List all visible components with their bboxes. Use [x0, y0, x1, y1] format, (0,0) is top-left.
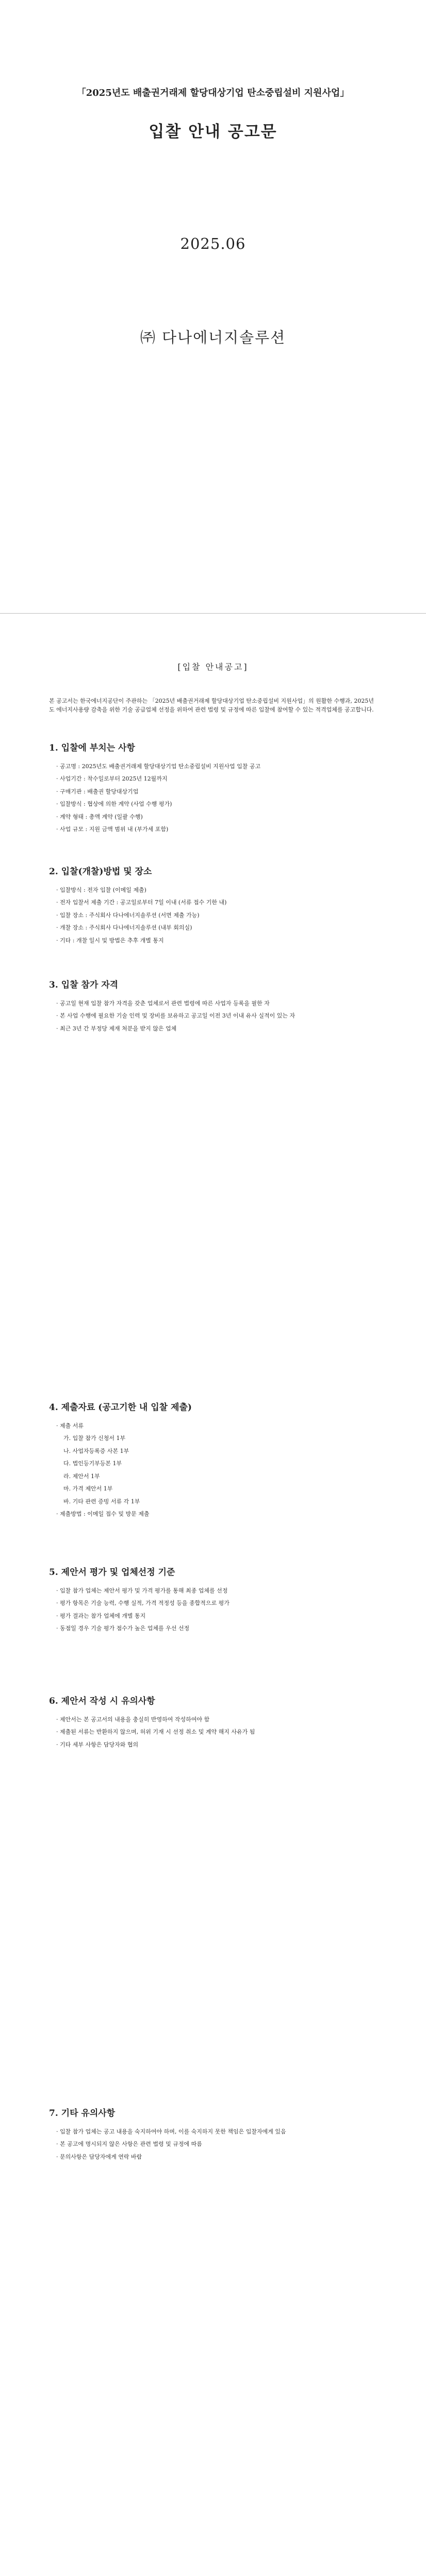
list-item: · 최근 3년 간 부정당 제재 처분을 받지 않은 업체 — [56, 1025, 177, 1032]
list-item: 바. 기타 관련 증빙 서류 각 1부 — [63, 1498, 140, 1505]
list-item: · 평가 항목은 기술 능력, 수행 실적, 가격 적정성 등을 종합적으로 평가 — [56, 1600, 230, 1606]
list-item: 다. 법인등기부등본 1부 — [63, 1460, 122, 1467]
section-6-title: 6. 제안서 작성 시 유의사항 — [49, 1696, 155, 1706]
list-item: 마. 가격 제안서 1부 — [63, 1485, 113, 1492]
list-item: · 본 공고에 명시되지 않은 사항은 관련 법령 및 규정에 따름 — [56, 2141, 202, 2147]
notice-intro: 본 공고서는 한국에너지공단이 주관하는 「2025년 배출권거래제 할당대상기업 탄소중립설비 지원사업」의 원활한 수행과, 2025년도 에너지사용량 감축을 위한 기술 공급업체 선정을 위하여 관련 법령 및 규정에 따른 입찰에 참여할 수 있는 적격업체를 공고합니다. — [49, 698, 374, 714]
list-item: · 입찰 참가 업체는 공고 내용을 숙지하여야 하며, 이를 숙지하지 못한 책임은 입찰자에게 있음 — [56, 2128, 286, 2135]
section-4-title: 4. 제출자료 (공고기한 내 입찰 제출) — [49, 1402, 192, 1413]
list-item: · 구매기관 : 배출권 할당대상기업 — [56, 788, 139, 795]
section-3 — [49, 979, 377, 1037]
list-item: · 공고명 : 2025년도 배출권거래제 할당대상기업 탄소중립설비 지원사업 입찰 공고 — [56, 762, 261, 770]
list-item: · 사업기간 : 착수일로부터 2025년 12월까지 — [56, 775, 168, 782]
section-4 — [49, 1401, 377, 1523]
section-7-title: 7. 기타 유의사항 — [49, 2108, 116, 2119]
section-1 — [49, 742, 377, 838]
list-item: · 제출된 서류는 반환하지 않으며, 허위 기재 시 선정 취소 및 계약 해지 사유가 됨 — [56, 1728, 255, 1735]
list-item: · 공고일 현재 입찰 참가 자격을 갖춘 업체로서 관련 법령에 따른 사업자 등록을 필한 자 — [56, 999, 270, 1007]
list-item: 나. 사업자등록증 사본 1부 — [63, 1447, 129, 1454]
cover-company: ㈜ 다나에너지솔루션 — [140, 329, 286, 346]
list-item: · 제안서는 본 공고서의 내용을 충실히 반영하여 작성하여야 함 — [56, 1716, 210, 1723]
list-item: · 기타 세부 사항은 담당자와 협의 — [56, 1741, 139, 1748]
section-5-title: 5. 제안서 평가 및 업체선정 기준 — [49, 1567, 175, 1578]
list-item: 가. 입찰 참가 신청서 1부 — [63, 1435, 126, 1442]
section-2 — [49, 866, 377, 949]
list-item: · 기타 : 개찰 일시 및 방법은 추후 개별 통지 — [56, 937, 164, 944]
list-item: · 입찰 장소 : 주식회사 다나에너지솔루션 (서면 제출 가능) — [56, 911, 200, 919]
list-item: · 평가 결과는 참가 업체에 개별 통지 — [56, 1612, 146, 1619]
notice-heading: [입찰 안내공고] — [177, 662, 249, 672]
section-7 — [49, 2107, 377, 2165]
list-item: · 개찰 장소 : 주식회사 다나에너지솔루션 (내부 회의실) — [56, 924, 192, 931]
list-item: · 제출 서류 — [56, 1422, 84, 1429]
section-3-title: 3. 입찰 참가 자격 — [49, 980, 119, 990]
list-item: · 입찰 참가 업체는 제안서 평가 및 가격 평가를 통해 최종 업체를 선정 — [56, 1587, 228, 1594]
list-item: · 동점일 경우 기술 평가 점수가 높은 업체를 우선 선정 — [56, 1625, 190, 1632]
section-6 — [49, 1695, 377, 1753]
cover-subtitle: 「2025년도 배출권거래제 할당대상기업 탄소중립설비 지원사업」 — [76, 88, 350, 98]
section-2-title: 2. 입찰(개찰)방법 및 장소 — [49, 867, 152, 877]
page-divider — [0, 613, 426, 614]
section-1-title: 1. 입찰에 부치는 사항 — [49, 743, 135, 753]
cover-page — [0, 0, 426, 515]
cover-date: 2025.06 — [180, 235, 246, 252]
list-item: · 전자 입찰서 제출 기간 : 공고일로부터 7일 이내 (서류 접수 기한 내) — [56, 899, 227, 906]
list-item: · 본 사업 수행에 필요한 기술 인력 및 장비를 보유하고 공고일 이전 3년 이내 유사 실적이 있는 자 — [56, 1012, 296, 1019]
list-item: · 입찰방식 : 협상에 의한 계약 (사업 수행 평가) — [56, 801, 172, 807]
section-5 — [49, 1566, 377, 1637]
list-item: · 계약 형태 : 총액 계약 (일괄 수행) — [56, 813, 143, 820]
list-item: · 제출방법 : 이메일 접수 및 방문 제출 — [56, 1511, 150, 1517]
list-item: · 사업 규모 : 지원 금액 범위 내 (부가세 포함) — [56, 826, 169, 833]
list-item: 라. 제안서 1부 — [63, 1472, 100, 1480]
cover-title: 입찰 안내 공고문 — [149, 123, 277, 141]
list-item: · 문의사항은 담당자에게 연락 바람 — [56, 2153, 142, 2160]
list-item: · 입찰방식 : 전자 입찰 (이메일 제출) — [56, 886, 146, 893]
